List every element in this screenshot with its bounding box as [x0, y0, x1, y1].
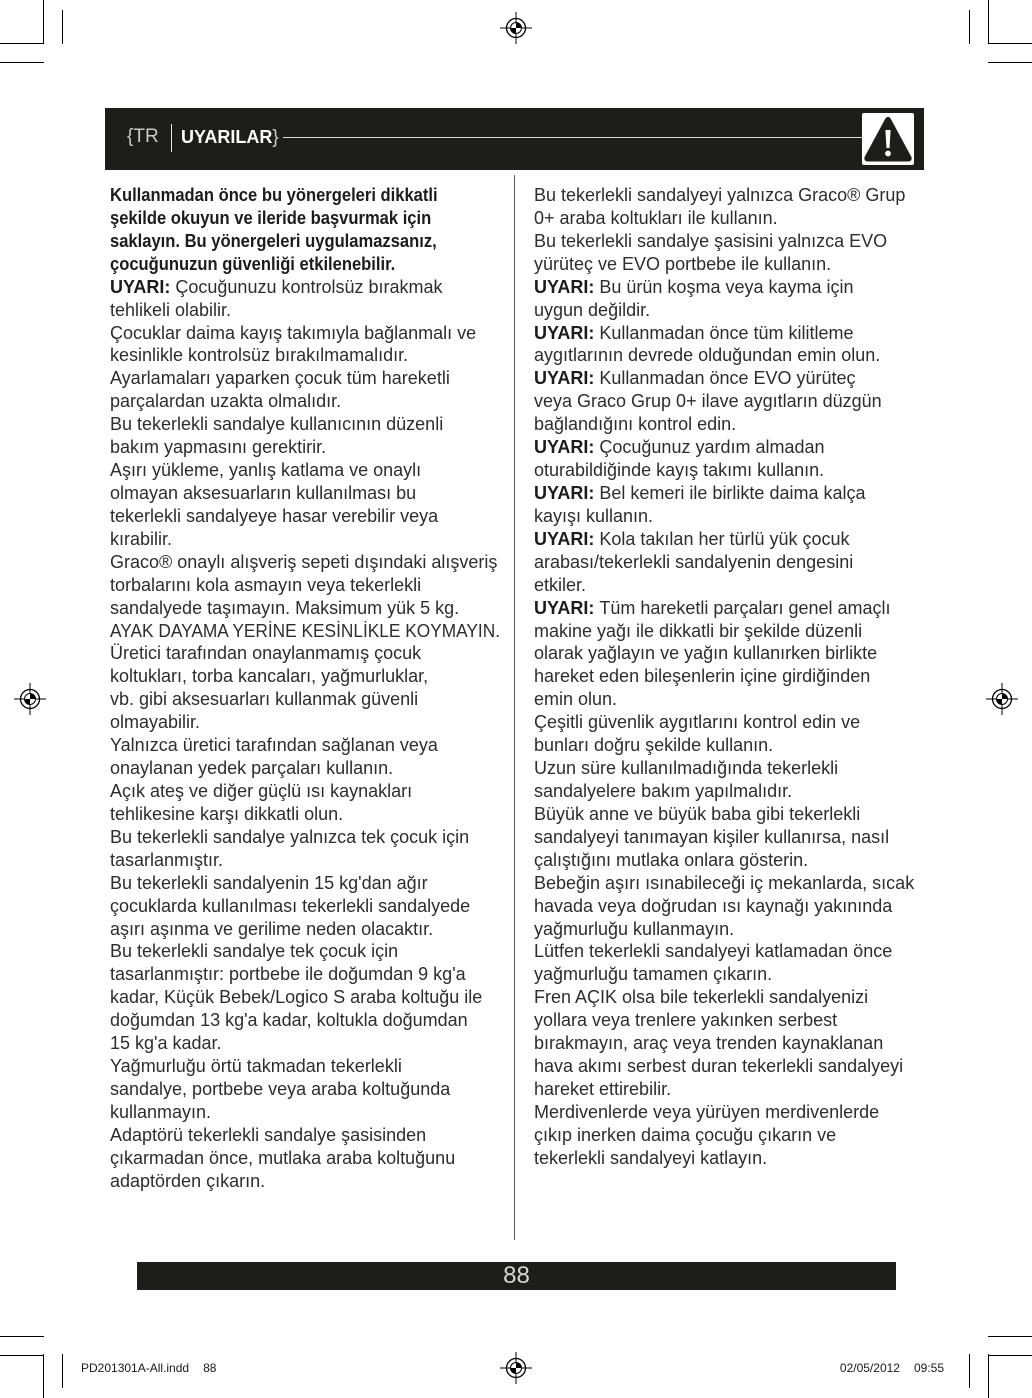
- text-line: [110, 734, 438, 757]
- intro-paragraph: [110, 184, 500, 276]
- line-text: bunları doğru şekilde kullanın.: [534, 735, 774, 756]
- crop-mark: [988, 0, 989, 44]
- text-line: [110, 436, 326, 459]
- line-text: Çocuklar daima kayış takımıyla bağlanmalı ve: [110, 322, 477, 343]
- text-line: [534, 918, 734, 941]
- crop-mark: [969, 10, 970, 44]
- line-text: yağmurluğu kullanmayın.: [534, 918, 735, 939]
- line-text: Bebeğin aşırı ısınabileceği iç mekanlarda, sıcak: [534, 872, 915, 893]
- line-text: bağlandığını kontrol edin.: [534, 414, 737, 435]
- line-text: Üretici tarafından onaylanmamış çocuk: [110, 643, 422, 664]
- text-line: [110, 1078, 450, 1101]
- crop-mark: [0, 1336, 44, 1337]
- line-text: kesinlikle kontrolsüz bırakılmamalıdır.: [110, 345, 409, 366]
- print-slug-file: [81, 1361, 216, 1375]
- line-text: Tüm hareketli parçaları genel amaçlı: [599, 597, 891, 618]
- text-line: [534, 940, 892, 963]
- text-line: [110, 940, 398, 963]
- text-line: [110, 344, 408, 367]
- text-line: [534, 849, 808, 872]
- text-line: [534, 276, 854, 299]
- crop-mark: [43, 1354, 44, 1398]
- line-text: çocuklarda kullanılması tekerlekli sandalyede: [110, 895, 471, 916]
- line-text: olarak yağlayın ve yağın kullanırken birlikte: [534, 643, 878, 664]
- line-text: oturabildiğinde kayış takımı kullanın.: [534, 460, 825, 481]
- text-line: [110, 642, 421, 665]
- text-line: [110, 230, 437, 253]
- line-text: etkiler.: [534, 574, 587, 595]
- line-text: hareket ettirebilir.: [534, 1078, 672, 1099]
- warning-paragraph: [534, 482, 924, 528]
- text-line: [534, 459, 824, 482]
- text-line: [110, 528, 172, 551]
- text-line: [110, 780, 412, 803]
- line-text: Aşırı yükleme, yanlış katlama ve onaylı: [110, 460, 422, 481]
- text-line: [110, 895, 470, 918]
- line-text: Yalnızca üretici tarafından sağlanan veya: [110, 735, 438, 756]
- line-text: Uzun süre kullanılmadığında tekerlekli: [534, 758, 839, 779]
- registration-mark: [500, 1352, 532, 1384]
- line-text: sandalyeyi tanımayan kişiler kullanırsa, nasıl: [534, 826, 890, 847]
- text-line: [110, 322, 476, 345]
- line-text: Bel kemeri ile birlikte daima kalça: [599, 482, 866, 503]
- instruction-paragraph: [110, 1124, 500, 1193]
- crop-mark: [43, 0, 44, 44]
- right-column: [534, 184, 924, 1170]
- instruction-paragraph: [110, 459, 500, 551]
- line-text: Lütfen tekerlekli sandalyeyi katlamadan önce: [534, 941, 893, 962]
- warning-triangle-icon: [862, 113, 914, 165]
- line-text: şekilde okuyun ve ileride başvurmak için: [110, 207, 432, 228]
- line-text: kullanmayın.: [110, 1101, 212, 1122]
- registration-mark: [14, 683, 46, 715]
- line-text: havada veya doğrudan ısı kaynağı yakınında: [534, 895, 893, 916]
- warning-label: UYARI:: [534, 597, 595, 618]
- instruction-paragraph: [534, 940, 924, 986]
- instruction-paragraph: [534, 803, 924, 872]
- line-text: Ayarlamaları yaparken çocuk tüm hareketli: [110, 368, 450, 389]
- text-line: [110, 1124, 426, 1147]
- line-text: olmayan aksesuarların kullanılması bu: [110, 482, 417, 503]
- text-line: [110, 276, 443, 299]
- warning-label: UYARI:: [534, 322, 595, 343]
- line-text: Bu tekerlekli sandalye şasisini yalnızca EVO: [534, 230, 888, 251]
- text-line: [110, 413, 443, 436]
- crop-mark: [0, 1355, 44, 1356]
- instruction-paragraph: [110, 780, 500, 826]
- line-text: Bu tekerlekli sandalyenin 15 kg'dan ağır: [110, 872, 428, 893]
- text-line: [110, 1032, 222, 1055]
- instruction-paragraph: [110, 551, 500, 620]
- text-line: [110, 1055, 402, 1078]
- text-line: [534, 207, 778, 230]
- line-text: Bu tekerlekli sandalye tek çocuk için: [110, 941, 399, 962]
- line-text: sandalye, portbebe veya araba koltuğunda: [110, 1078, 451, 1099]
- line-text: tasarlanmıştır: portbebe ile doğumdan 9 kg'a: [110, 964, 466, 985]
- instruction-paragraph: [534, 757, 924, 803]
- line-text: makine yağı ile dikkatli bir şekilde düzenli: [534, 620, 863, 641]
- page-number-bar: [137, 1262, 896, 1290]
- instruction-paragraph: [110, 620, 500, 643]
- slug-file-name: PD201301A-All.indd: [81, 1361, 190, 1375]
- text-line: [534, 711, 860, 734]
- instruction-paragraph: [110, 734, 500, 780]
- line-text: Graco® onaylı alışveriş sepeti dışındaki alışveriş: [110, 551, 498, 572]
- text-line: [110, 390, 341, 413]
- text-line: [534, 986, 868, 1009]
- instruction-paragraph: [110, 322, 500, 368]
- text-line: [110, 505, 438, 528]
- line-text: kadar, Küçük Bebek/Logico S araba koltuğu ile: [110, 987, 483, 1008]
- text-line: [534, 803, 860, 826]
- text-line: [110, 1009, 468, 1032]
- text-line: [534, 322, 854, 345]
- instruction-paragraph: [534, 986, 924, 1101]
- registration-mark: [500, 12, 532, 44]
- text-line: [534, 665, 870, 688]
- section-title-brace: }: [272, 127, 279, 148]
- text-line: [110, 826, 469, 849]
- line-text: vb. gibi aksesuarları kullanmak güvenli: [110, 689, 419, 710]
- left-column: [110, 184, 500, 1193]
- instruction-paragraph: [534, 711, 924, 757]
- text-line: [534, 367, 856, 390]
- text-line: [110, 1147, 455, 1170]
- line-text: tehlikeli olabilir.: [110, 299, 232, 320]
- text-line: [534, 642, 877, 665]
- text-line: [110, 872, 428, 895]
- warning-paragraph: [534, 436, 924, 482]
- warning-label: UYARI:: [534, 528, 595, 549]
- text-line: [534, 230, 887, 253]
- page-number: 88: [503, 1262, 530, 1289]
- line-text: AYAK DAYAMA YERİNE KESİNLİKLE KOYMAYIN.: [110, 620, 500, 641]
- header-separator: [171, 124, 172, 152]
- text-line: [534, 620, 862, 643]
- text-line: [534, 780, 792, 803]
- text-line: [110, 986, 482, 1009]
- warning-label: UYARI:: [534, 437, 595, 458]
- line-text: Çeşitli güvenlik aygıtlarını kontrol edin ve: [534, 712, 861, 733]
- line-text: Bu tekerlekli sandalye kullanıcının düzenli: [110, 414, 444, 435]
- text-line: [534, 551, 853, 574]
- line-text: Adaptörü tekerlekli sandalye şasisinden: [110, 1124, 427, 1145]
- text-line: [534, 1032, 883, 1055]
- text-line: [534, 253, 831, 276]
- section-title: [181, 126, 279, 149]
- line-text: Bu tekerlekli sandalyeyi yalnızca Graco® Grup: [534, 185, 906, 205]
- text-line: [534, 505, 653, 528]
- text-line: [110, 1170, 265, 1193]
- slug-date: 02/05/2012: [839, 1361, 900, 1375]
- line-text: arabası/tekerlekli sandalyenin dengesini: [534, 551, 854, 572]
- warning-label: UYARI:: [534, 368, 595, 389]
- line-text: olmayabilir.: [110, 712, 201, 733]
- text-line: [110, 803, 343, 826]
- line-text: doğumdan 13 kg'a kadar, koltukla doğumdan: [110, 1010, 468, 1031]
- text-line: [110, 620, 500, 643]
- line-text: yağmurluğu tamamen çıkarın.: [534, 964, 773, 985]
- line-text: Bu ürün koşma veya kayma için: [599, 276, 854, 297]
- text-line: [534, 482, 866, 505]
- text-line: [110, 963, 466, 986]
- text-line: [534, 757, 838, 780]
- line-text: tekerlekli sandalyeyi katlayın.: [534, 1147, 768, 1168]
- line-text: sandalyelere bakım yapılmalıdır.: [534, 780, 793, 801]
- print-slug-date: [840, 1361, 944, 1375]
- line-text: parçalardan uzakta olmalıdır.: [110, 391, 342, 412]
- instruction-paragraph: [110, 1055, 500, 1124]
- line-text: saklayın. Bu yönergeleri uygulamazsanız,: [110, 230, 437, 251]
- line-text: adaptörden çıkarın.: [110, 1170, 266, 1191]
- line-text: Yağmurluğu örtü takmadan tekerlekli: [110, 1056, 402, 1077]
- text-line: [110, 1101, 211, 1124]
- crop-mark: [62, 1354, 63, 1388]
- crop-mark: [969, 1354, 970, 1388]
- slug-time: 09:55: [913, 1361, 944, 1375]
- instruction-paragraph: [110, 413, 500, 459]
- text-line: [110, 184, 438, 207]
- text-line: [110, 207, 431, 230]
- crop-mark: [988, 62, 1032, 63]
- slug-page: 88: [203, 1361, 217, 1375]
- line-text: yürüteç ve EVO portbebe ile kullanın.: [534, 253, 832, 274]
- text-line: [110, 597, 459, 620]
- crop-mark: [988, 1336, 1032, 1337]
- text-line: [110, 367, 450, 390]
- line-text: hava akımı serbest duran tekerlekli sandalyeyi: [534, 1056, 904, 1077]
- text-line: [534, 1124, 836, 1147]
- line-text: veya Graco Grup 0+ ilave aygıtların düzgün: [534, 391, 882, 412]
- instruction-paragraph: [534, 230, 924, 276]
- instruction-paragraph: [534, 184, 924, 230]
- text-line: [110, 574, 421, 597]
- instruction-paragraph: [110, 940, 500, 1055]
- text-line: [110, 551, 497, 574]
- line-text: Merdivenlerde veya yürüyen merdivenlerde: [534, 1101, 880, 1122]
- text-line: [110, 918, 433, 941]
- warning-paragraph: [534, 367, 924, 436]
- line-text: 15 kg'a kadar.: [110, 1033, 222, 1054]
- text-line: [534, 390, 882, 413]
- line-text: tehlikesine karşı dikkatli olun.: [110, 803, 344, 824]
- text-line: [534, 1078, 671, 1101]
- line-text: aşırı aşınma ve gerilime neden olacaktır.: [110, 918, 434, 939]
- text-line: [534, 1101, 879, 1124]
- line-text: Kullanmadan önce EVO yürüteç: [599, 368, 856, 389]
- crop-mark: [988, 43, 1032, 44]
- line-text: Büyük anne ve büyük baba gibi tekerlekli: [534, 803, 861, 824]
- text-line: [534, 184, 905, 207]
- text-line: [534, 574, 586, 597]
- line-text: çıkıp inerken daima çocuğu çıkarın ve: [534, 1124, 837, 1145]
- warning-paragraph: [534, 322, 924, 368]
- text-line: [534, 436, 825, 459]
- warning-label: UYARI:: [534, 276, 595, 297]
- text-line: [534, 299, 650, 322]
- warning-paragraph: [534, 597, 924, 712]
- instruction-paragraph: [110, 826, 500, 872]
- line-text: torbalarını kola asmayın veya tekerlekli: [110, 574, 422, 595]
- line-text: koltukları, torba kancaları, yağmurluklar,: [110, 666, 429, 687]
- instruction-paragraph: [534, 1101, 924, 1170]
- text-line: [110, 299, 231, 322]
- warning-paragraph: [534, 528, 924, 597]
- text-line: [534, 528, 850, 551]
- header-rule: [283, 137, 862, 138]
- text-line: [534, 872, 914, 895]
- text-line: [110, 757, 393, 780]
- text-line: [534, 344, 880, 367]
- line-text: bırakmayın, araç veya trenden kaynaklanan: [534, 1033, 884, 1054]
- language-code: {TR: [127, 126, 159, 147]
- line-text: hareket eden bileşenlerin içine girdiğinden: [534, 666, 871, 687]
- text-line: [534, 1009, 837, 1032]
- line-text: uygun değildir.: [534, 299, 651, 320]
- text-line: [110, 711, 200, 734]
- text-line: [110, 688, 418, 711]
- line-text: çocuğunuzun güvenliği etkilenebilir.: [110, 253, 396, 274]
- text-line: [534, 688, 617, 711]
- line-text: Fren AÇIK olsa bile tekerlekli sandalyenizi: [534, 987, 869, 1008]
- registration-mark: [986, 683, 1018, 715]
- text-line: [534, 826, 889, 849]
- text-line: [110, 253, 395, 276]
- text-line: [110, 665, 428, 688]
- instruction-paragraph: [110, 367, 500, 413]
- section-title-text: UYARILAR: [181, 127, 273, 147]
- line-text: Bu tekerlekli sandalye yalnızca tek çocuk için: [110, 826, 470, 847]
- line-text: kayışı kullanın.: [534, 505, 654, 526]
- line-text: Kullanmadan önce bu yönergeleri dikkatli: [110, 185, 438, 205]
- line-text: yollara veya trenlere yakınken serbest: [534, 1010, 838, 1031]
- crop-mark: [0, 43, 44, 44]
- line-text: 0+ araba koltukları ile kullanın.: [534, 207, 778, 228]
- text-line: [534, 1055, 903, 1078]
- line-text: Çocuğunuzu kontrolsüz bırakmak: [175, 276, 443, 297]
- warning-label: UYARI:: [534, 482, 595, 503]
- line-text: tasarlanmıştır.: [110, 849, 224, 870]
- line-text: Açık ateş ve diğer güçlü ısı kaynakları: [110, 780, 413, 801]
- line-text: Kullanmadan önce tüm kilitleme: [599, 322, 854, 343]
- crop-mark: [62, 10, 63, 44]
- line-text: çıkarmadan önce, mutlaka araba koltuğunu: [110, 1147, 456, 1168]
- warning-paragraph: [110, 276, 500, 322]
- warning-paragraph: [534, 276, 924, 322]
- line-text: onaylanan yedek parçaları kullanın.: [110, 758, 394, 779]
- instruction-paragraph: [110, 872, 500, 941]
- text-line: [534, 734, 773, 757]
- text-line: [534, 413, 736, 436]
- text-line: [534, 895, 892, 918]
- instruction-paragraph: [534, 872, 924, 941]
- line-text: emin olun.: [534, 689, 618, 710]
- text-line: [534, 597, 891, 620]
- line-text: Kola takılan her türlü yük çocuk: [599, 528, 850, 549]
- crop-mark: [0, 62, 44, 63]
- text-line: [534, 963, 772, 986]
- section-header-bar: [105, 108, 924, 170]
- column-divider: [514, 175, 515, 1240]
- warning-label: UYARI:: [110, 276, 171, 297]
- line-text: kırabilir.: [110, 528, 173, 549]
- line-text: aygıtlarının devrede olduğundan emin olun.: [534, 345, 881, 366]
- line-text: bakım yapmasını gerektirir.: [110, 437, 327, 458]
- text-line: [110, 482, 416, 505]
- text-line: [110, 459, 421, 482]
- crop-mark: [988, 1355, 1032, 1356]
- line-text: çalıştığını mutlaka onlara gösterin.: [534, 849, 809, 870]
- line-text: tekerlekli sandalyeye hasar verebilir veya: [110, 505, 439, 526]
- text-line: [534, 1147, 767, 1170]
- text-line: [110, 849, 223, 872]
- instruction-paragraph: [110, 642, 500, 734]
- crop-mark: [988, 1354, 989, 1398]
- line-text: sandalyede taşımayın. Maksimum yük 5 kg.: [110, 597, 460, 618]
- line-text: Çocuğunuz yardım almadan: [599, 437, 825, 458]
